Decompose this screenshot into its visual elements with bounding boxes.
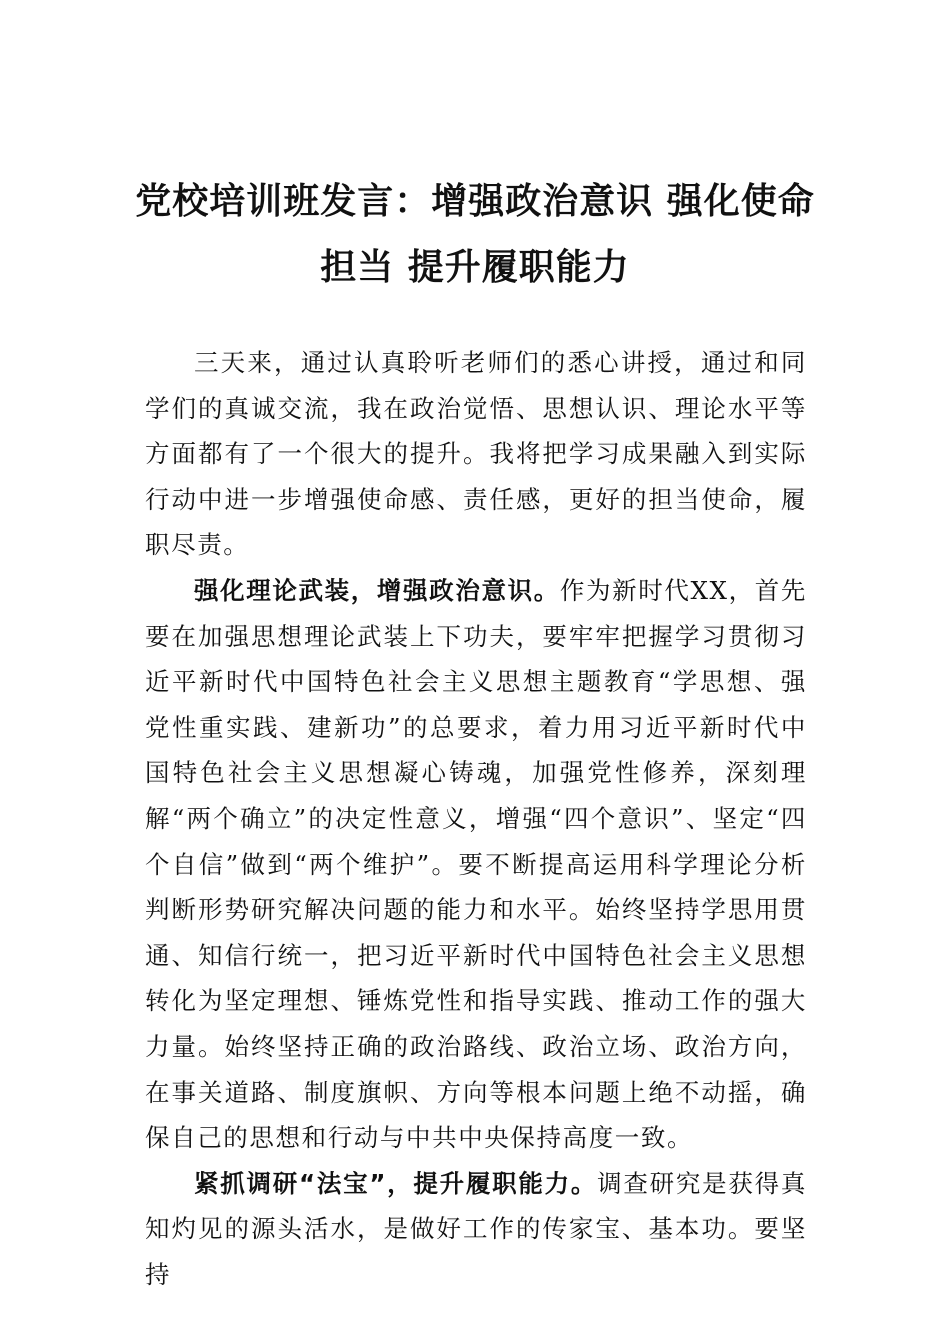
- paragraph-intro: [145, 340, 807, 568]
- paragraph-theory-heading: 强化理论武装，增强政治意识。: [194, 575, 560, 605]
- paragraph-theory: [145, 568, 807, 1161]
- paragraph-research: [145, 1161, 807, 1298]
- paragraph-research-text: 调查研究是获得真知灼见的源头活水，是做好工作的传家宝、基本功。要坚持: [145, 1168, 807, 1289]
- title-line-1: 党校培训班发言：增强政治意识 强化使命: [135, 180, 815, 222]
- page-title: [120, 168, 830, 300]
- paragraph-theory-text: 作为新时代XX，首先要在加强思想理论武装上下功夫，要牢牢把握学习贯彻习近平新时代中国特色社会主义思想主题教育“学思想、强党性重实践、建新功”的总要求，着力用习近平新时代中国特色社会主义思想凝心铸魂，加强党性修养，深刻理解“两个确立”的决定性意义，增强“四个意识”、坚定“四个自信”做到“两个维护”。要不断提高运用科学理论分析判断形势研究解决问题的能力和水平。始终坚持学思用贯通、知信行统一，把习近平新时代中国特色社会主义思想转化为坚定理想、锤炼党性和指导实践、推动工作的强大力量。始终坚持正确的政治路线、政治立场、政治方向，在事关道路、制度旗帜、方向等根本问题上绝不动摇，确保自己的思想和行动与中共中央保持高度一致。: [145, 575, 807, 1153]
- paragraph-intro-text: 三天来，通过认真聆听老师们的悉心讲授，通过和同学们的真诚交流，我在政治觉悟、思想认识、理论水平等方面都有了一个很大的提升。我将把学习成果融入到实际行动中进一步增强使命感、责任感，更好的担当使命，履职尽责。: [145, 348, 807, 560]
- document-body: [145, 340, 807, 1297]
- title-line-2: 担当 提升履职能力: [320, 246, 630, 288]
- paragraph-research-heading: 紧抓调研“法宝”，提升履职能力。: [194, 1168, 598, 1198]
